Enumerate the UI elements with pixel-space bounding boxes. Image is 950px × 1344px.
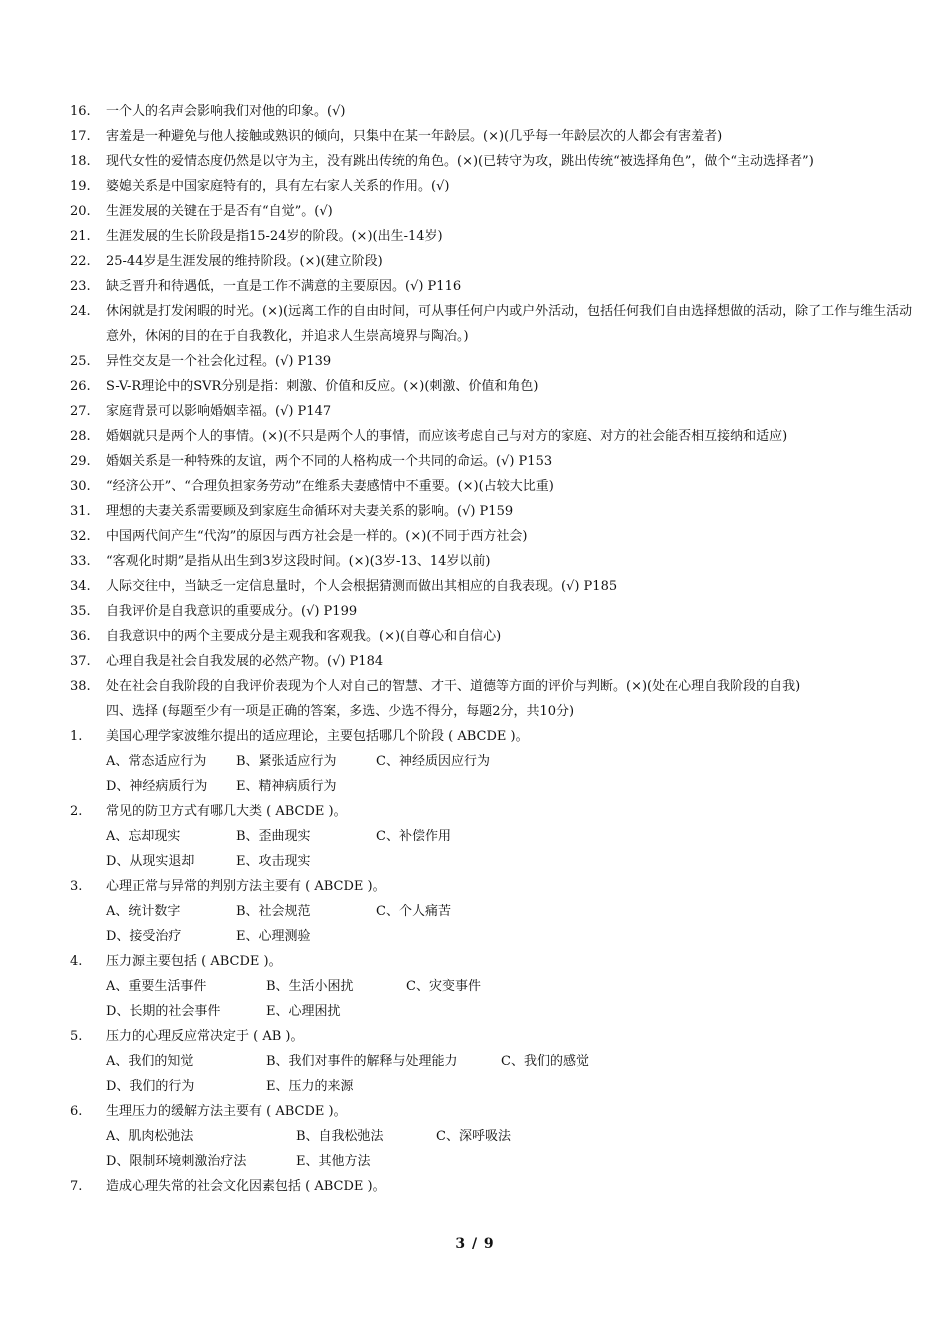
tf-item (70, 99, 920, 124)
item-text: 婚姻关系是一种特殊的友谊，两个不同的人格构成一个共同的命运。(√) P153 (106, 454, 553, 469)
option-choice: A、肌肉松弛法 (106, 1129, 194, 1144)
item-text: “经济公开”、“合理负担家务劳动”在维系夫妻感情中不重要。(×)(占较大比重) (106, 479, 554, 494)
item-number: 34. (70, 579, 91, 594)
item-text: “客观化时期”是指从出生到3岁这段时间。(×)(3岁-13、14岁以前) (106, 554, 491, 569)
item-text: 一个人的名声会影响我们对他的印象。(√) (106, 104, 346, 119)
question-text: 压力的心理反应常决定于 ( AB )。 (106, 1029, 304, 1044)
option-choice: B、生活小困扰 (266, 979, 354, 994)
item-number: 29. (70, 454, 91, 469)
question-number: 2. (70, 804, 83, 819)
tf-item (70, 549, 920, 574)
option-row (70, 974, 920, 999)
item-number: 31. (70, 504, 91, 519)
item-text: 婚姻就只是两个人的事情。(×)(不只是两个人的事情，而应该考虑自己与对方的家庭、对方的社会能否相互接纳和适应) (106, 429, 788, 444)
item-number: 38. (70, 679, 91, 694)
option-choice: A、忘却现实 (106, 829, 181, 844)
item-number: 32. (70, 529, 91, 544)
item-number: 17. (70, 129, 91, 144)
item-number: 19. (70, 179, 91, 194)
mc-question (70, 949, 920, 974)
item-number: 16. (70, 104, 91, 119)
option-row (70, 774, 920, 799)
item-number: 26. (70, 379, 91, 394)
item-text: 生涯发展的生长阶段是指15-24岁的阶段。(×)(出生-14岁) (106, 229, 443, 244)
tf-item (70, 249, 920, 274)
question-text: 常见的防卫方式有哪几大类 ( ABCDE )。 (106, 804, 347, 819)
mc-question (70, 1174, 920, 1199)
option-choice: A、常态适应行为 (106, 754, 207, 769)
question-number: 1. (70, 729, 83, 744)
option-choice: E、压力的来源 (266, 1079, 354, 1094)
option-choice: D、接受治疗 (106, 929, 182, 944)
item-text: 自我评价是自我意识的重要成分。(√) P199 (106, 604, 358, 619)
tf-item (70, 574, 920, 599)
item-number: 25. (70, 354, 91, 369)
option-choice: E、攻击现实 (236, 854, 311, 869)
item-text: 25-44岁是生涯发展的维持阶段。(×)(建立阶段) (106, 254, 383, 269)
item-number: 35. (70, 604, 91, 619)
tf-item (70, 499, 920, 524)
item-number: 21. (70, 229, 91, 244)
item-number: 22. (70, 254, 91, 269)
option-choice: D、神经病质行为 (106, 779, 208, 794)
option-choice: B、自我松弛法 (296, 1129, 384, 1144)
page-number: 3 / 9 (455, 1236, 495, 1252)
option-row (70, 924, 920, 949)
item-text: 处在社会自我阶段的自我评价表现为个人对自己的智慧、才干、道德等方面的评价与判断。(×)(处在心理自我阶段的自我) (106, 679, 801, 694)
item-text: 生涯发展的关键在于是否有“自觉”。(√) (106, 204, 333, 219)
option-choice: E、心理困扰 (266, 1004, 341, 1019)
tf-item (70, 524, 920, 549)
option-choice: C、我们的感觉 (501, 1054, 589, 1069)
mc-question (70, 1024, 920, 1049)
question-number: 5. (70, 1029, 83, 1044)
item-text: 害羞是一种避免与他人接触或熟识的倾向，只集中在某一年龄层。(×)(几乎每一年龄层次的人都会有害羞者) (106, 129, 723, 144)
item-number: 30. (70, 479, 91, 494)
option-choice: B、歪曲现实 (236, 829, 311, 844)
option-choice: B、我们对事件的解释与处理能力 (266, 1054, 458, 1069)
option-row (70, 899, 920, 924)
tf-item (70, 374, 920, 399)
option-choice: C、深呼吸法 (436, 1129, 511, 1144)
page-content (70, 99, 920, 1199)
option-choice: D、我们的行为 (106, 1079, 195, 1094)
item-number: 18. (70, 154, 91, 169)
option-choice: C、补偿作用 (376, 829, 451, 844)
tf-item (70, 599, 920, 624)
question-number: 3. (70, 879, 83, 894)
option-row (70, 1149, 920, 1174)
tf-item (70, 124, 920, 149)
option-choice: C、灾变事件 (406, 979, 481, 994)
tf-item (70, 349, 920, 374)
tf-item (70, 274, 920, 299)
option-row (70, 749, 920, 774)
item-number: 20. (70, 204, 91, 219)
option-choice: E、心理测验 (236, 929, 311, 944)
tf-item (70, 149, 920, 174)
option-row (70, 1074, 920, 1099)
item-number: 33. (70, 554, 91, 569)
option-row (70, 999, 920, 1024)
item-number: 27. (70, 404, 91, 419)
option-row (70, 849, 920, 874)
tf-item (70, 174, 920, 199)
item-text: 心理自我是社会自我发展的必然产物。(√) P184 (106, 654, 384, 669)
mc-question (70, 874, 920, 899)
tf-item (70, 449, 920, 474)
item-text: 缺乏晋升和待遇低，一直是工作不满意的主要原因。(√) P116 (106, 279, 462, 294)
question-text: 美国心理学家波维尔提出的适应理论，主要包括哪几个阶段 ( ABCDE )。 (106, 729, 529, 744)
mc-question (70, 799, 920, 824)
option-row (70, 1049, 920, 1074)
tf-item (70, 474, 920, 499)
option-choice: B、社会规范 (236, 904, 311, 919)
option-row (70, 824, 920, 849)
tf-item (70, 424, 920, 449)
question-number: 6. (70, 1104, 83, 1119)
item-text: 婆媳关系是中国家庭特有的，具有左右家人关系的作用。(√) (106, 179, 450, 194)
question-number: 4. (70, 954, 83, 969)
item-text: 家庭背景可以影响婚姻幸福。(√) P147 (106, 404, 332, 419)
tf-item (70, 224, 920, 249)
mc-question (70, 1099, 920, 1124)
item-text: 休闲就是打发闲暇的时光。(×)(远离工作的自由时间，可从事任何户内或户外活动，包括任何我们自由选择想做的活动，除了工作与维生活动意外，休闲的目的在于自我教化，并追求人生崇高境界与陶冶。) (106, 304, 913, 344)
question-text: 造成心理失常的社会文化因素包括 ( ABCDE )。 (106, 1179, 386, 1194)
tf-item (70, 649, 920, 674)
option-choice: A、统计数字 (106, 904, 181, 919)
tf-item (70, 674, 920, 699)
tf-item (70, 299, 920, 349)
item-text: S-V-R理论中的SVR分别是指：刺激、价值和反应。(×)(刺激、价值和角色) (106, 379, 539, 394)
section-heading: 四、选择 (每题至少有一项是正确的答案，多选、少选不得分，每题2分，共10分) (106, 704, 575, 719)
tf-item (70, 199, 920, 224)
mc-question (70, 724, 920, 749)
item-text: 异性交友是一个社会化过程。(√) P139 (106, 354, 332, 369)
option-choice: D、长期的社会事件 (106, 1004, 221, 1019)
item-number: 24. (70, 304, 91, 319)
option-choice: D、限制环境刺激治疗法 (106, 1154, 247, 1169)
option-choice: E、其他方法 (296, 1154, 371, 1169)
item-number: 36. (70, 629, 91, 644)
item-text: 自我意识中的两个主要成分是主观我和客观我。(×)(自尊心和自信心) (106, 629, 502, 644)
option-choice: A、重要生活事件 (106, 979, 207, 994)
question-text: 压力源主要包括 ( ABCDE )。 (106, 954, 282, 969)
option-choice: C、个人痛苦 (376, 904, 451, 919)
item-text: 理想的夫妻关系需要顾及到家庭生命循环对夫妻关系的影响。(√) P159 (106, 504, 514, 519)
question-text: 生理压力的缓解方法主要有 ( ABCDE )。 (106, 1104, 347, 1119)
item-text: 人际交往中，当缺乏一定信息量时，个人会根据猜测而做出其相应的自我表现。(√) P185 (106, 579, 618, 594)
item-text: 现代女性的爱情态度仍然是以守为主，没有跳出传统的角色。(×)(已转守为攻，跳出传统“被选择角色”，做个“主动选择者”) (106, 154, 814, 169)
option-choice: A、我们的知觉 (106, 1054, 194, 1069)
item-number: 28. (70, 429, 91, 444)
option-row (70, 1124, 920, 1149)
option-choice: B、紧张适应行为 (236, 754, 337, 769)
question-text: 心理正常与异常的判别方法主要有 ( ABCDE )。 (106, 879, 386, 894)
option-choice: D、从现实退却 (106, 854, 195, 869)
question-number: 7. (70, 1179, 83, 1194)
option-choice: C、神经质因应行为 (376, 754, 490, 769)
option-choice: E、精神病质行为 (236, 779, 337, 794)
tf-item (70, 399, 920, 424)
item-number: 23. (70, 279, 91, 294)
tf-item (70, 624, 920, 649)
item-text: 中国两代间产生“代沟”的原因与西方社会是一样的。(×)(不同于西方社会) (106, 529, 528, 544)
item-number: 37. (70, 654, 91, 669)
